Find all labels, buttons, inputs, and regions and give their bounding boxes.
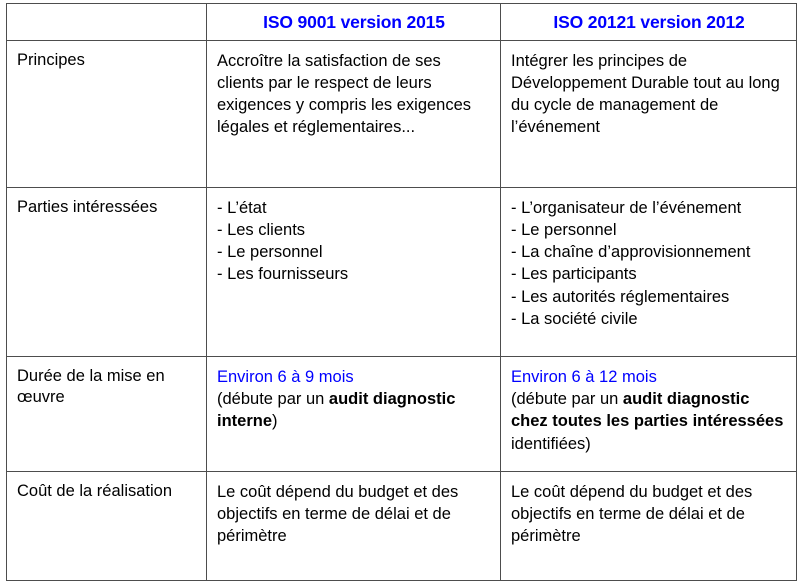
detail-suffix: identifiées) (511, 434, 591, 453)
list-item: - Les participants (511, 265, 637, 284)
header-cell-iso9001 (207, 4, 501, 41)
cell-principes-iso20121 (501, 40, 797, 187)
list-item: - Les fournisseurs (217, 265, 349, 284)
cell-principes-iso9001 (207, 40, 501, 187)
detail-emphasis: audit diagnostic interne (217, 389, 456, 431)
detail-prefix: (débute par un (511, 389, 623, 408)
duration-detail (217, 390, 455, 430)
row-label-cout-realisation: Coût de la réalisation (7, 471, 207, 580)
bullet-list (511, 197, 787, 330)
bullet-list (217, 197, 491, 286)
duration-highlight: Environ 6 à 9 mois (217, 367, 354, 386)
table-row (7, 40, 797, 187)
cell-text: Le coût dépend du budget et des objectifs en terme de délai et de périmètre (511, 482, 753, 545)
table-row (7, 187, 797, 356)
table-row (7, 471, 797, 580)
cell-text: Intégrer les principes de Développement Durable tout au long du cycle de management de l’événement (511, 51, 780, 137)
cell-parties-iso9001 (207, 187, 501, 356)
header-label-iso9001: ISO 9001 version 2015 (263, 12, 445, 32)
list-item: - Les autorités réglementaires (511, 287, 730, 306)
list-item: - Les clients (217, 220, 306, 239)
detail-suffix: ) (272, 412, 278, 431)
list-item: - La société civile (511, 309, 638, 328)
list-item: - L’organisateur de l’événement (511, 198, 742, 217)
cell-text: Accroître la satisfaction de ses clients par le respect de leurs exigences y compris les exigences légales et réglementaires... (217, 51, 472, 137)
header-label-iso20121: ISO 20121 version 2012 (553, 12, 745, 32)
duration-detail (511, 390, 783, 453)
header-cell-criteria (7, 4, 207, 41)
list-item: - L’état (217, 198, 267, 217)
row-label-parties-interessees: Parties intéressées (7, 187, 207, 356)
table-row (7, 356, 797, 471)
header-cell-iso20121 (501, 4, 797, 41)
iso-comparison-table (6, 3, 797, 581)
cell-duree-iso20121 (501, 356, 797, 471)
row-label-duree-mise-en-oeuvre: Durée de la mise en œuvre (7, 356, 207, 471)
cell-text: Le coût dépend du budget et des objectifs en terme de délai et de périmètre (217, 482, 459, 545)
list-item: - Le personnel (511, 220, 617, 239)
cell-duree-iso9001 (207, 356, 501, 471)
detail-prefix: (débute par un (217, 389, 329, 408)
cell-cout-iso20121 (501, 471, 797, 580)
row-label-principes: Principes (7, 40, 207, 187)
duration-highlight: Environ 6 à 12 mois (511, 367, 657, 386)
cell-cout-iso9001 (207, 471, 501, 580)
list-item: - La chaîne d’approvisionnement (511, 243, 751, 262)
cell-parties-iso20121 (501, 187, 797, 356)
detail-emphasis: audit diagnostic chez toutes les parties intéressées (511, 389, 784, 431)
table-header-row (7, 4, 797, 41)
list-item: - Le personnel (217, 243, 323, 262)
